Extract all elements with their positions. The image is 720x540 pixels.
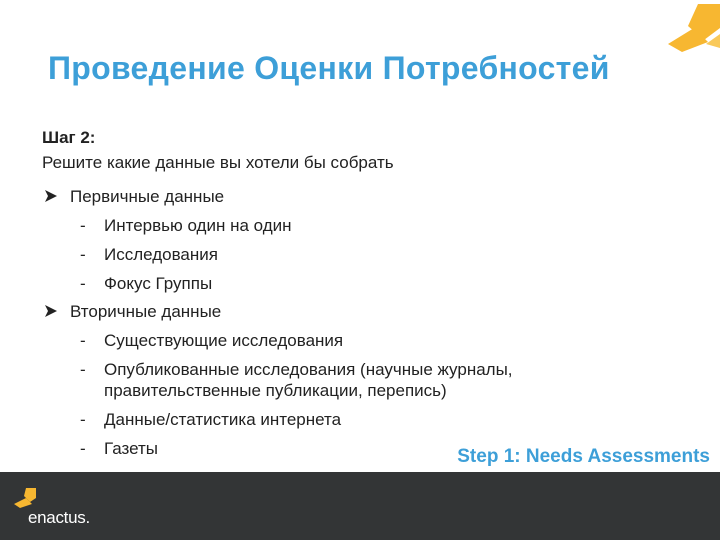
secondary-data-group [42, 302, 682, 459]
slide-content [42, 128, 682, 467]
dash-glyph: - [80, 274, 86, 293]
bullet-label: Вторичные данные [70, 302, 222, 321]
sub-item-label: Опубликованные исследования (научные журналы, правительственные публикации, перепись) [104, 360, 513, 400]
primary-data-group [42, 187, 682, 294]
page-title: Проведение Оценки Потребностей [48, 50, 610, 86]
english-subtitle: Step 1: Needs Assessments [457, 446, 710, 467]
list-item [42, 273, 682, 294]
step-label: Шаг 2: [42, 128, 96, 147]
bullet-label: Первичные данные [70, 187, 225, 206]
dash-glyph: - [80, 410, 86, 429]
list-item [42, 187, 682, 207]
footer-bar [0, 472, 720, 540]
enactus-corner-logo-icon [648, 0, 720, 72]
dash-glyph: - [80, 216, 86, 235]
sub-item-label: Исследования [104, 245, 218, 264]
sub-item-label: Интервью один на один [104, 216, 292, 235]
list-item [42, 302, 682, 322]
dash-glyph: - [80, 360, 86, 379]
arrow-bullet-icon [44, 304, 58, 318]
dash-glyph: - [80, 245, 86, 264]
step-description: Решите какие данные вы хотели бы собрать [42, 153, 394, 172]
sub-item-label: Данные/статистика интернета [104, 410, 342, 429]
sub-item-label: Фокус Группы [104, 274, 213, 293]
sub-item-label: Существующие исследования [104, 331, 344, 350]
list-item [42, 359, 624, 401]
sub-item-label: Газеты [104, 439, 159, 458]
arrow-bullet-icon [44, 189, 58, 203]
list-item [42, 330, 682, 351]
footer-logo-text: enactus. [28, 508, 90, 527]
dash-glyph: - [80, 439, 86, 458]
list-item [42, 244, 682, 265]
list-item [42, 215, 682, 236]
dash-glyph: - [80, 331, 86, 350]
list-item [42, 409, 682, 430]
